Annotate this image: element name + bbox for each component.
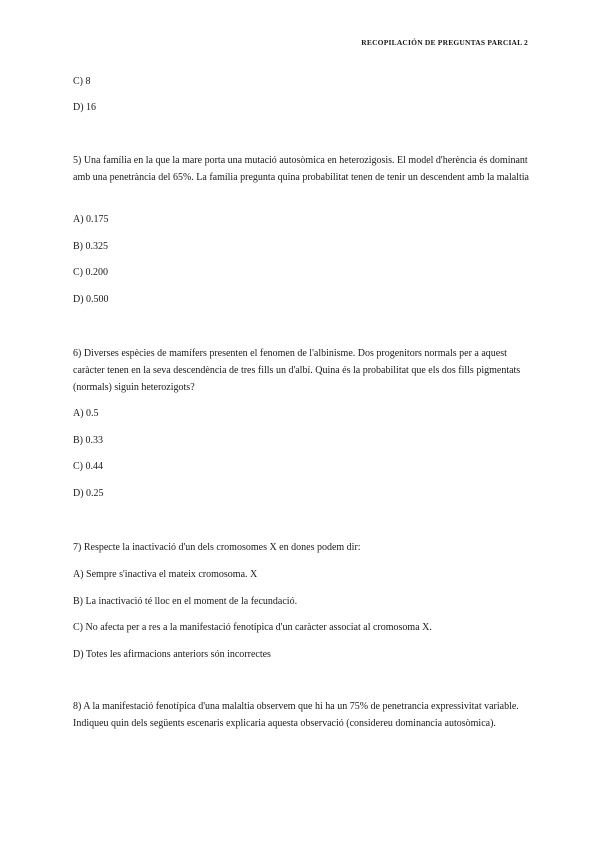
q7-option-a: A) Sempre s'inactiva el mateix cromosoma. X <box>73 569 258 580</box>
q6-option-d: D) 0.25 <box>73 488 104 499</box>
q5-option-a: A) 0.175 <box>73 214 109 225</box>
q4-option-c: C) 8 <box>73 76 91 87</box>
page-header: RECOPILACIÓN DE PREGUNTAS PARCIAL 2 <box>361 38 528 47</box>
q6-option-c: C) 0.44 <box>73 461 103 472</box>
q5-option-d: D) 0.500 <box>73 294 109 305</box>
q5-option-b: B) 0.325 <box>73 241 108 252</box>
q6-stem: 6) Diverses espècies de mamífers presenten el fenomen de l'albinisme. Dos progenitors normals per a aquest caràcter tenen en la seva descendència de tres fills un d'albí. Quina és la probabilitat que els dos fills pigmentats (normals) siguin heterozigots? <box>73 348 521 393</box>
q7-option-d: D) Totes les afirmacions anteriors són incorrectes <box>73 649 271 660</box>
q7-option-c: C) No afecta per a res a la manifestació fenotípica d'un caràcter associat al cromosoma X. <box>73 622 432 633</box>
q7-stem: 7) Respecte la inactivació d'un dels cromosomes X en dones podem dir: <box>73 542 361 553</box>
q5-stem: 5) Una família en la que la mare porta una mutació autosòmica en heterozigosis. El model d'herència és dominant amb una penetrància del 65%. La família pregunta quina probabilitat tenen de tenir un descendent amb la malaltia <box>73 155 529 183</box>
q8-stem: 8) A la manifestació fenotípica d'una malaltia observem que hi ha un 75% de penetrancia expressivitat variable. Indiqueu quin dels següents escenaris explicaria aquesta observació (considereu dominancia autosòmica). <box>73 701 519 729</box>
q5-option-c: C) 0.200 <box>73 267 108 278</box>
q7-option-b: B) La inactivació té lloc en el moment de la fecundació. <box>73 596 298 607</box>
q6-option-a: A) 0.5 <box>73 408 99 419</box>
q4-option-d: D) 16 <box>73 102 97 113</box>
q6-option-b: B) 0.33 <box>73 435 103 446</box>
